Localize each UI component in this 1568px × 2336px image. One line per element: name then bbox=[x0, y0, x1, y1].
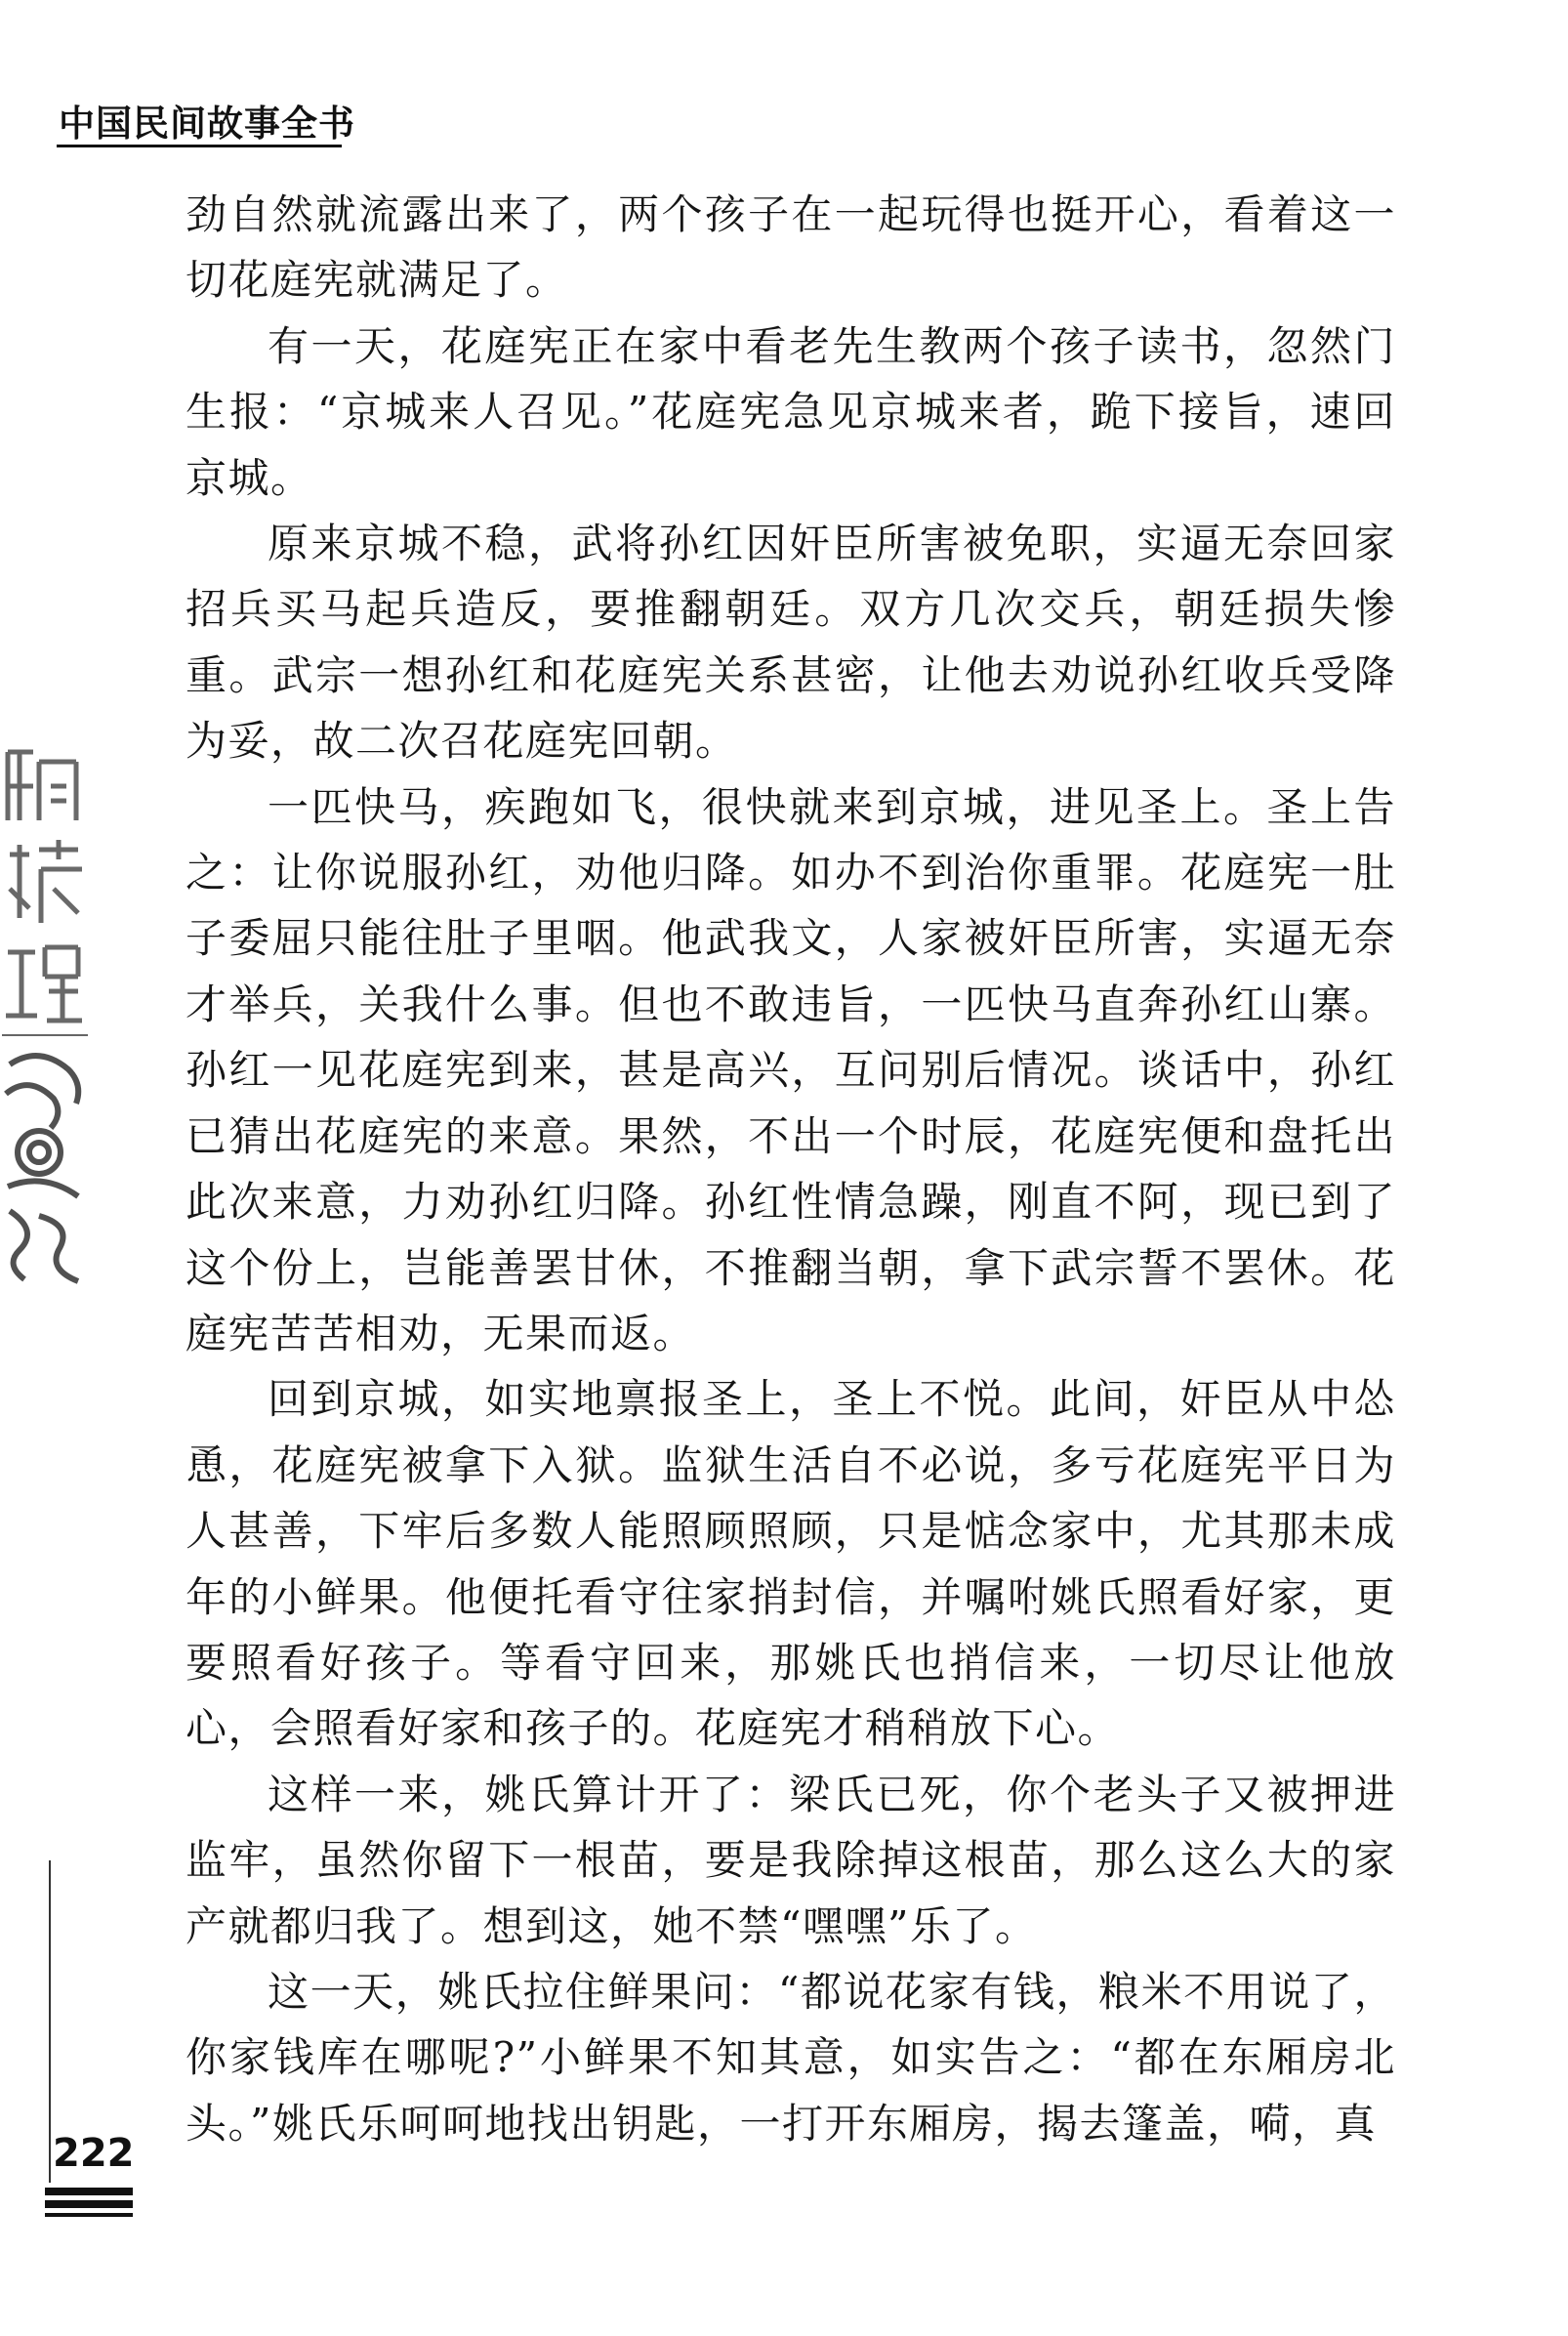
paragraph: 有一天，花庭宪正在家中看老先生教两个孩子读书，忽然门生报：“京城来人召见。”花庭宪急见京城来者，跪下接旨，速回京城。 bbox=[186, 321, 1396, 502]
footer-bars bbox=[45, 2188, 133, 2222]
header-underline bbox=[57, 145, 342, 147]
paragraph: 一匹快马，疾跑如飞，很快就来到京城，进见圣上。圣上告之：让你说服孙红，劝他归降。如办不到治你重罪。花庭宪一肚子委屈只能往肚子里咽。他武我文，人家被奸臣所害，实逼无奈才举兵，关我什么事。但也不敢违旨，一匹快马直奔孙红山寨。孙红一见花庭宪到来，甚是高兴，互问别后情况。谈话中，孙红已猜出花庭宪的来意。果然，不出一个时辰，花庭宪便和盘托出此次来意，力劝孙红归降。孙红性情急躁，刚直不阿，现已到了这个份上，岂能善罢甘休，不推翻当朝，拿下武宗誓不罢休。花庭宪苦苦相劝，无果而返。 bbox=[186, 782, 1396, 1357]
body-text bbox=[186, 182, 1396, 2156]
book-title: 中国民间故事全书 bbox=[59, 103, 355, 145]
page-number: 222 bbox=[53, 2131, 135, 2176]
paragraph: 原来京城不稳，武将孙红因奸臣所害被免职，实逼无奈回家招兵买马起兵造反，要推翻朝廷。双方几次交兵，朝廷损失惨重。武宗一想孙红和花庭宪关系甚密，让他去劝说孙红收兵受降为妥，故二次召花庭宪回朝。 bbox=[186, 520, 1396, 766]
left-margin-rule bbox=[49, 1860, 51, 2183]
paragraph: 这样一来，姚氏算计开了：梁氏已死，你个老头子又被押进监牢，虽然你留下一根苗，要是我除掉这根苗，那么这么大的家产就都归我了。想到这，她不禁“嘿嘿”乐了。 bbox=[186, 1770, 1396, 1950]
paragraph: 回到京城，如实地禀报圣上，圣上不悦。此间，奸臣从中怂恿，花庭宪被拿下入狱。监狱生活自不必说，多亏花庭宪平日为人甚善，下牢后多数人能照顾照顾，只是惦念家中，尤其那未成年的小鲜果。他便托看守往家捎封信，并嘱咐姚氏照看好家，更要照看好孩子。等看守回来，那姚氏也捎信来，一切尽让他放心，会照看好家和孩子的。花庭宪才稍稍放下心。 bbox=[186, 1375, 1396, 1753]
decorative-emblem-icon bbox=[0, 742, 90, 1289]
paragraph: 劲自然就流露出来了，两个孩子在一起玩得也挺开心，看着这一切花庭宪就满足了。 bbox=[186, 190, 1396, 305]
paragraph: 这一天，姚氏拉住鲜果问：“都说花家有钱，粮米不用说了，你家钱库在哪呢?”小鲜果不知其意，如实告之：“都在东厢房北头。”姚氏乐呵呵地找出钥匙，一打开东厢房，揭去篷盖，嗬，真 bbox=[186, 1967, 1396, 2148]
